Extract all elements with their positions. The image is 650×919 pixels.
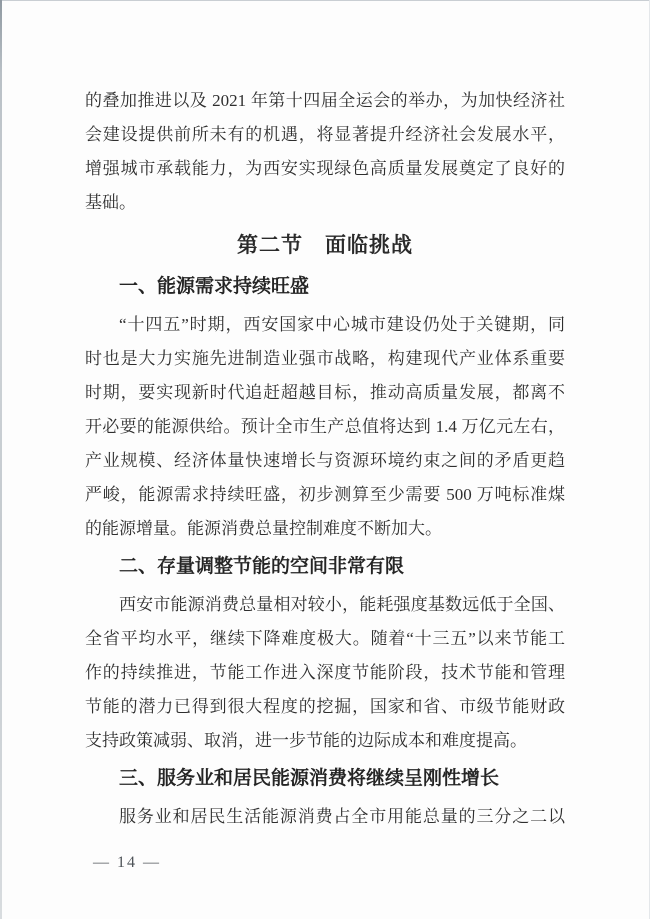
body-text-line: 全省平均水平，继续下降难度极大。随着“十三五”以来节能工 bbox=[85, 629, 565, 648]
body-text-line: 会建设提供前所未有的机遇，将显著提升经济社会发展水平， bbox=[85, 125, 565, 144]
subsection-1-heading: 一、能源需求持续旺盛 bbox=[119, 276, 310, 297]
body-text-line: 时也是大力实施先进制造业强市战略，构建现代产业体系重要 bbox=[85, 349, 565, 368]
scan-edge-top-line bbox=[0, 0, 650, 1]
body-text-line: 基础。 bbox=[85, 193, 136, 212]
body-text-line: 严峻，能源需求持续旺盛，初步测算至少需要 500 万吨标准煤 bbox=[85, 485, 565, 504]
subsection-3-heading: 三、服务业和居民能源消费将继续呈刚性增长 bbox=[119, 768, 500, 789]
subsection-3-paragraph bbox=[85, 800, 565, 834]
page-number: — 14 — bbox=[93, 854, 161, 871]
section-heading: 第二节 面临挑战 bbox=[237, 233, 413, 257]
document-body bbox=[85, 84, 565, 834]
paragraph-continuation bbox=[85, 84, 565, 220]
body-text-line: 的能源增量。能源消费总量控制难度不断加大。 bbox=[85, 519, 442, 538]
body-text-line: 的叠加推进以及 2021 年第十四届全运会的举办，为加快经济社 bbox=[85, 91, 565, 110]
subsection-1-paragraph bbox=[85, 308, 565, 546]
body-text-line: 支持政策减弱、取消，进一步节能的边际成本和难度提高。 bbox=[85, 731, 527, 750]
body-text-line: 服务业和居民生活能源消费占全市用能总量的三分之二以 bbox=[119, 807, 565, 826]
body-text-line: 时期，要实现新时代追赶超越目标，推动高质量发展，都离不 bbox=[85, 383, 565, 402]
body-text-line: 开必要的能源供给。预计全市生产总值将达到 1.4 万亿元左右， bbox=[85, 417, 565, 436]
body-text-line: 增强城市承载能力，为西安实现绿色高质量发展奠定了良好的 bbox=[85, 159, 565, 178]
body-text-line: 西安市能源消费总量相对较小，能耗强度基数远低于全国、 bbox=[119, 595, 565, 614]
subsection-2-paragraph bbox=[85, 588, 565, 758]
body-text-line: 作的持续推进，节能工作进入深度节能阶段，技术节能和管理 bbox=[85, 663, 565, 682]
body-text-line: 产业规模、经济体量快速增长与资源环境约束之间的矛盾更趋 bbox=[85, 451, 565, 470]
body-text-line: 节能的潜力已得到很大程度的挖掘，国家和省、市级节能财政 bbox=[85, 697, 565, 716]
body-text-line: “十四五”时期，西安国家中心城市建设仍处于关键期，同 bbox=[119, 315, 565, 334]
subsection-2-heading: 二、存量调整节能的空间非常有限 bbox=[119, 556, 405, 577]
scan-edge-left-line bbox=[0, 0, 2, 919]
